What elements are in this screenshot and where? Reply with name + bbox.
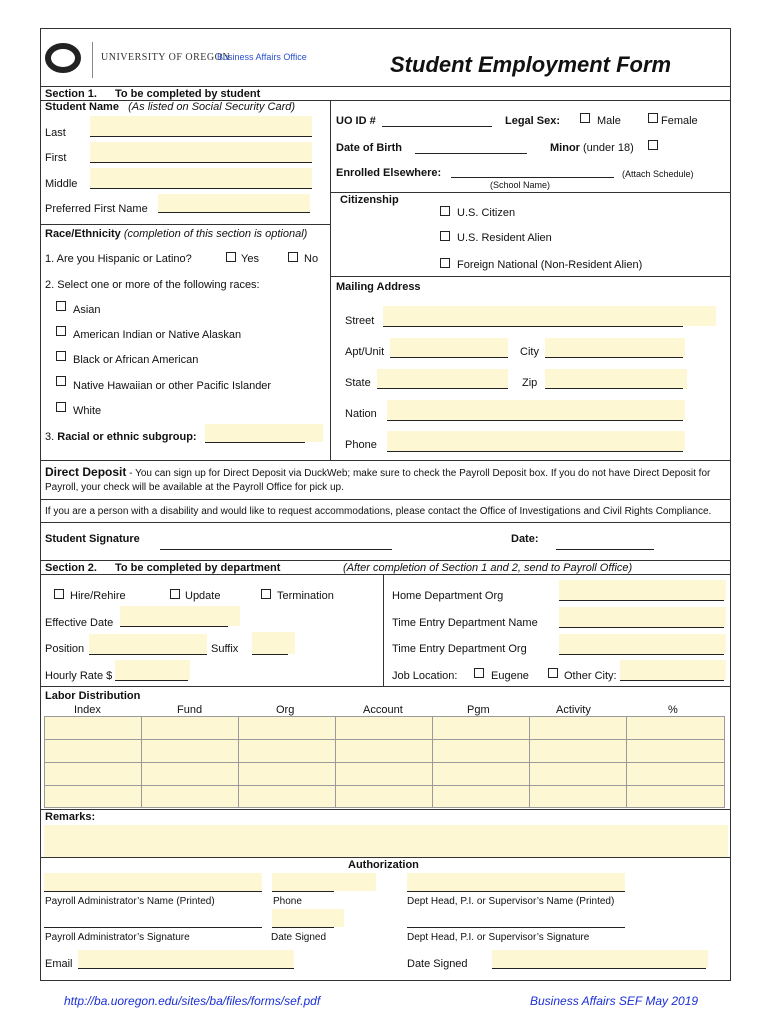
zip-input[interactable] bbox=[545, 369, 687, 389]
admin-phone-input[interactable] bbox=[272, 873, 376, 891]
eugene-checkbox[interactable] bbox=[474, 668, 484, 678]
student-signature-input[interactable] bbox=[160, 549, 392, 550]
hourly-rate-input[interactable] bbox=[115, 660, 190, 680]
admin-phone-label: Phone bbox=[273, 896, 302, 907]
effective-date-input[interactable] bbox=[120, 606, 240, 626]
admin-date-underline bbox=[272, 927, 334, 928]
dept-date-signed-label: Date Signed bbox=[407, 958, 468, 970]
labor-col-divider bbox=[432, 716, 433, 808]
labor-col-org: Org bbox=[276, 704, 295, 716]
section1-column-divider bbox=[330, 100, 331, 460]
minor-label bbox=[550, 142, 634, 154]
nation-underline bbox=[387, 420, 683, 421]
section2-rule bbox=[40, 560, 731, 561]
labor-col-divider bbox=[141, 716, 142, 808]
dob-input[interactable] bbox=[415, 153, 527, 154]
citizenship-label: Citizenship bbox=[340, 194, 399, 206]
labor-col-percent: % bbox=[668, 704, 678, 716]
middle-name-input[interactable] bbox=[90, 168, 312, 188]
mailing-rule bbox=[330, 276, 731, 277]
labor-row-divider bbox=[44, 785, 725, 786]
us-resident-label: U.S. Resident Alien bbox=[457, 232, 552, 244]
labor-col-account: Account bbox=[363, 704, 403, 716]
us-resident-checkbox[interactable] bbox=[440, 231, 450, 241]
race-white-label: White bbox=[73, 405, 102, 417]
preferred-name-input[interactable] bbox=[158, 194, 310, 212]
position-label: Position bbox=[45, 643, 85, 655]
position-input[interactable] bbox=[89, 634, 207, 654]
middle-label: Middle bbox=[45, 178, 78, 190]
street-underline bbox=[383, 326, 683, 327]
minor-checkbox[interactable] bbox=[648, 140, 658, 150]
time-entry-name-underline bbox=[559, 627, 724, 628]
race-asian-label: Asian bbox=[73, 304, 101, 316]
subgroup-input[interactable] bbox=[205, 424, 323, 442]
uo-logo-mark bbox=[45, 40, 81, 76]
preferred-name-underline bbox=[158, 212, 310, 213]
disability-notice: If you are a person with a disability and would like to request accommodations, please contact the Office of Investigations and Civil Rights Compliance. bbox=[45, 506, 712, 517]
dept-head-signature-input[interactable] bbox=[407, 927, 625, 928]
nation-label: Nation bbox=[345, 408, 377, 420]
admin-signature-label: Payroll Administrator’s Signature bbox=[45, 932, 190, 943]
female-checkbox[interactable] bbox=[648, 113, 658, 123]
authorization-rule bbox=[40, 857, 731, 858]
admin-signature-input[interactable] bbox=[44, 927, 262, 928]
position-underline bbox=[89, 654, 207, 655]
phone-label: Phone bbox=[345, 439, 377, 451]
section2-subtitle: To be completed by department bbox=[115, 562, 281, 574]
header-divider bbox=[92, 42, 93, 78]
male-checkbox[interactable] bbox=[580, 113, 590, 123]
hispanic-no-label: No bbox=[304, 253, 319, 265]
section2-column-divider bbox=[383, 574, 384, 686]
page-title: Student Employment Form bbox=[390, 52, 672, 77]
labor-row-divider bbox=[44, 739, 725, 740]
suffix-label: Suffix bbox=[211, 643, 239, 655]
time-entry-name-input[interactable] bbox=[559, 607, 726, 627]
signature-date-label: Date: bbox=[511, 533, 539, 545]
remarks-label: Remarks: bbox=[45, 811, 96, 823]
admin-name-label: Payroll Administrator’s Name (Printed) bbox=[45, 896, 215, 907]
first-name-underline bbox=[90, 162, 312, 163]
dept-head-name-label: Dept Head, P.I. or Supervisor’s Name (Printed) bbox=[407, 896, 615, 907]
direct-deposit-text bbox=[45, 465, 730, 495]
uo-id-label: UO ID # bbox=[336, 115, 376, 127]
citizenship-rule bbox=[330, 192, 731, 193]
minor-text: Minor bbox=[550, 142, 580, 154]
male-label: Male bbox=[597, 115, 621, 127]
street-input[interactable] bbox=[383, 306, 716, 326]
eugene-label: Eugene bbox=[491, 670, 529, 682]
first-name-input[interactable] bbox=[90, 142, 312, 162]
attach-schedule: (Attach Schedule) bbox=[622, 169, 694, 179]
dept-head-name-input[interactable] bbox=[407, 873, 625, 891]
effective-date-underline bbox=[120, 626, 228, 627]
footer-version: Business Affairs SEF May 2019 bbox=[530, 994, 699, 1008]
labor-col-activity: Activity bbox=[556, 704, 591, 716]
direct-deposit-line1: - You can sign up for Direct Deposit via DuckWeb; make sure to check the Payroll Deposit box. If you do not have Direct Deposit for bbox=[126, 468, 711, 479]
university-name: UNIVERSITY OF OREGON bbox=[101, 52, 231, 63]
time-entry-org-label: Time Entry Department Org bbox=[392, 643, 527, 655]
job-location-label: Job Location: bbox=[392, 670, 458, 682]
state-input[interactable] bbox=[377, 369, 508, 389]
school-name-caption: (School Name) bbox=[490, 180, 551, 190]
hire-checkbox[interactable] bbox=[54, 589, 64, 599]
last-label: Last bbox=[45, 127, 66, 139]
last-name-underline bbox=[90, 136, 312, 137]
subgroup-underline bbox=[205, 442, 305, 443]
labor-col-fund: Fund bbox=[177, 704, 203, 716]
labor-col-divider bbox=[529, 716, 530, 808]
race-rule bbox=[40, 224, 330, 225]
footer-url-link[interactable]: http://ba.uoregon.edu/sites/ba/files/forms/sef.pdf bbox=[64, 994, 321, 1008]
dept-date-signed-underline bbox=[492, 968, 706, 969]
phone-input[interactable] bbox=[387, 431, 685, 451]
zip-underline bbox=[545, 388, 683, 389]
foreign-national-checkbox[interactable] bbox=[440, 258, 450, 268]
subgroup-number: 3. bbox=[45, 431, 55, 443]
disability-rule bbox=[40, 499, 731, 500]
nation-input[interactable] bbox=[387, 400, 685, 420]
race-american-indian-label: American Indian or Native Alaskan bbox=[73, 329, 242, 341]
email-underline bbox=[78, 968, 294, 969]
authorization-title: Authorization bbox=[348, 859, 419, 871]
us-citizen-checkbox[interactable] bbox=[440, 206, 450, 216]
hispanic-yes-checkbox[interactable] bbox=[226, 252, 236, 262]
suffix-input[interactable] bbox=[252, 632, 295, 654]
city-underline bbox=[545, 357, 683, 358]
enrolled-label: Enrolled Elsewhere: bbox=[336, 167, 442, 179]
apt-underline bbox=[390, 357, 508, 358]
hispanic-question: 1. Are you Hispanic or Latino? bbox=[45, 253, 192, 265]
hispanic-yes-label: Yes bbox=[241, 253, 259, 265]
race-black-label: Black or African American bbox=[73, 354, 199, 366]
street-label: Street bbox=[345, 315, 375, 327]
update-label: Update bbox=[185, 590, 221, 602]
middle-name-underline bbox=[90, 188, 312, 189]
race-pacific-islander-checkbox[interactable] bbox=[56, 376, 66, 386]
dept-date-signed-input[interactable] bbox=[492, 950, 708, 968]
last-name-input[interactable] bbox=[90, 116, 312, 136]
section2-label: Section 2. bbox=[45, 562, 97, 574]
signature-date-input[interactable] bbox=[556, 549, 654, 550]
student-name-note: (As listed on Social Security Card) bbox=[128, 101, 296, 113]
section1-rule bbox=[40, 100, 731, 101]
labor-col-divider bbox=[335, 716, 336, 808]
student-name-label: Student Name bbox=[45, 101, 119, 113]
section1-subtitle: To be completed by student bbox=[115, 88, 261, 100]
labor-col-index: Index bbox=[74, 704, 101, 716]
zip-label: Zip bbox=[522, 377, 538, 389]
dept-head-signature-label: Dept Head, P.I. or Supervisor’s Signature bbox=[407, 932, 590, 943]
effective-date-label: Effective Date bbox=[45, 617, 114, 629]
other-city-checkbox[interactable] bbox=[548, 668, 558, 678]
race-heading bbox=[45, 228, 307, 240]
hourly-rate-underline bbox=[115, 680, 188, 681]
section1-label: Section 1. bbox=[45, 88, 97, 100]
state-underline bbox=[377, 388, 508, 389]
labor-row-divider bbox=[44, 762, 725, 763]
direct-deposit-line2: Payroll, your check will be available at the Payroll Office for pick up. bbox=[45, 482, 344, 493]
other-city-underline bbox=[620, 680, 724, 681]
office-name: Business Affairs Office bbox=[217, 52, 307, 62]
admin-phone-underline bbox=[272, 891, 334, 892]
hire-label: Hire/Rehire bbox=[70, 590, 126, 602]
phone-underline bbox=[387, 451, 683, 452]
first-label: First bbox=[45, 152, 67, 164]
section2-note: (After completion of Section 1 and 2, send to Payroll Office) bbox=[343, 562, 633, 574]
races-question: 2. Select one or more of the following races: bbox=[45, 279, 260, 291]
uo-logo bbox=[45, 40, 81, 76]
hispanic-no-checkbox[interactable] bbox=[288, 252, 298, 262]
race-pacific-islander-label: Native Hawaiian or other Pacific Islander bbox=[73, 380, 272, 392]
hourly-rate-label: Hourly Rate $ bbox=[45, 670, 113, 682]
home-org-label: Home Department Org bbox=[392, 590, 504, 602]
preferred-label: Preferred First Name bbox=[45, 203, 148, 215]
apt-label: Apt/Unit bbox=[345, 346, 385, 358]
update-checkbox[interactable] bbox=[170, 589, 180, 599]
city-input[interactable] bbox=[545, 338, 685, 358]
minor-note: (under 18) bbox=[583, 142, 634, 154]
direct-deposit-title: Direct Deposit bbox=[45, 465, 127, 479]
time-entry-name-label: Time Entry Department Name bbox=[392, 617, 538, 629]
remarks-rule bbox=[40, 809, 731, 810]
student-name-heading bbox=[45, 101, 295, 113]
state-label: State bbox=[345, 377, 371, 389]
us-citizen-label: U.S. Citizen bbox=[457, 207, 516, 219]
labor-col-pgm: Pgm bbox=[467, 704, 490, 716]
race-note: (completion of this section is optional) bbox=[123, 228, 308, 240]
email-label: Email bbox=[45, 958, 73, 970]
apt-input[interactable] bbox=[390, 338, 508, 358]
labor-title: Labor Distribution bbox=[45, 690, 141, 702]
deposit-rule bbox=[40, 460, 731, 461]
header-rule bbox=[40, 86, 731, 87]
legal-sex-label: Legal Sex: bbox=[505, 115, 561, 127]
city-label: City bbox=[520, 346, 539, 358]
uo-id-input[interactable] bbox=[382, 126, 492, 127]
termination-label: Termination bbox=[277, 590, 334, 602]
home-org-underline bbox=[559, 600, 724, 601]
enrolled-input[interactable] bbox=[451, 177, 614, 178]
race-asian-checkbox[interactable] bbox=[56, 301, 66, 311]
labor-col-divider bbox=[238, 716, 239, 808]
race-american-indian-checkbox[interactable] bbox=[56, 326, 66, 336]
time-entry-org-input[interactable] bbox=[559, 634, 726, 654]
admin-date-signed-label: Date Signed bbox=[271, 932, 327, 943]
email-input[interactable] bbox=[78, 950, 294, 968]
admin-name-underline bbox=[44, 891, 262, 892]
signature-rule bbox=[40, 522, 731, 523]
student-signature-label: Student Signature bbox=[45, 533, 140, 545]
other-city-label: Other City: bbox=[564, 670, 617, 682]
race-black-checkbox[interactable] bbox=[56, 351, 66, 361]
female-label: Female bbox=[661, 115, 698, 127]
subgroup-text: Racial or ethnic subgroup: bbox=[57, 431, 197, 443]
home-org-input[interactable] bbox=[559, 580, 726, 600]
labor-rule bbox=[40, 686, 731, 687]
race-white-checkbox[interactable] bbox=[56, 402, 66, 412]
time-entry-org-underline bbox=[559, 654, 724, 655]
mailing-label: Mailing Address bbox=[336, 281, 421, 293]
section2-sub-rule bbox=[40, 574, 731, 575]
termination-checkbox[interactable] bbox=[261, 589, 271, 599]
admin-date-input[interactable] bbox=[272, 909, 344, 927]
subgroup-label bbox=[45, 431, 197, 443]
race-title: Race/Ethnicity bbox=[45, 228, 121, 240]
other-city-input[interactable] bbox=[620, 660, 726, 680]
remarks-input[interactable] bbox=[44, 825, 728, 857]
dept-head-name-underline bbox=[407, 891, 625, 892]
suffix-underline bbox=[252, 654, 288, 655]
labor-col-divider bbox=[626, 716, 627, 808]
foreign-national-label: Foreign National (Non-Resident Alien) bbox=[457, 259, 643, 271]
dob-label: Date of Birth bbox=[336, 142, 402, 154]
admin-name-input[interactable] bbox=[44, 873, 262, 891]
